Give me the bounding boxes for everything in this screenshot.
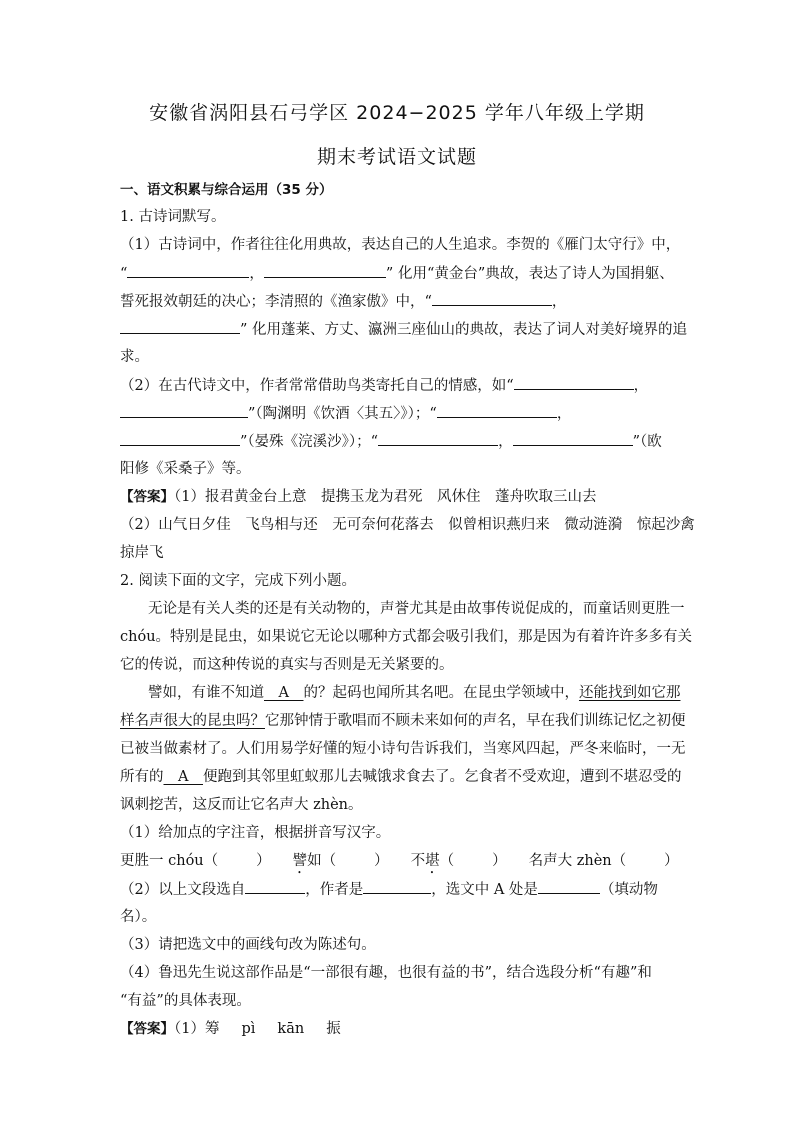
q1-part1-line-2: “ ， ” 化用“黄金台”典故，表达了诗人为国捐躯、 <box>120 263 680 284</box>
passage-para2-line-1: 譬如，有谁不知道 A 的？起码也闻所其名吧。在昆虫学领域中，还能找到如它那 <box>148 685 681 701</box>
q1-answer-1: （1）报君黄金台上意 提携玉龙为君死 风休住 蓬舟吹取三山去 <box>174 489 597 505</box>
q2-sub4-line-1: （4）鲁迅先生说这部作品是“一部很有趣，也很有益的书”，结合选段分析“有趣”和 <box>120 965 652 981</box>
blank-7[interactable] <box>437 403 557 418</box>
question-2-label: 2. 阅读下面的文字，完成下列小题。 <box>120 573 356 589</box>
q1-part2-line-3: ”（晏殊《浣溪沙》）；“ ， ”（欧 <box>120 431 680 452</box>
blank-8[interactable] <box>120 431 240 446</box>
underlined-sentence-part-1: 还能找到如它那 <box>578 685 681 701</box>
q2-answer-line: 【答案】（1）筹 pì kān 振 <box>120 1021 341 1037</box>
q1-part1-line-1: （1）古诗词中，作者往往化用典故，表达自己的人生追求。李贺的《雁门太守行》中， <box>120 237 681 253</box>
blank-4[interactable] <box>120 319 240 334</box>
blank-2[interactable] <box>264 263 386 278</box>
blank-author[interactable] <box>363 879 431 894</box>
q1-part1-line-3: 誓死报效朝廷的决心；李清照的《渔家傲》中，“ ， <box>120 291 680 312</box>
question-1-label: 1. 古诗词默写。 <box>120 209 226 225</box>
blank-5[interactable] <box>514 375 634 390</box>
blank-3[interactable] <box>432 291 552 306</box>
exam-title-line-1: 安徽省涡阳县石弓学区 2024−2025 学年八年级上学期 <box>149 102 645 124</box>
answer-tag: 【答案】 <box>120 489 174 505</box>
passage-para2-line-5: 讽刺挖苦，这反而让它名声大 zhèn。 <box>120 797 363 813</box>
q2-sub2-line-1: （2）以上文段选自 ，作者是 ，选文中 A 处是 （填动物 <box>120 879 680 900</box>
q1-part1-line-5: 求。 <box>120 349 149 365</box>
pinyin-row: 更胜一 chóu（ ） 譬如（ ） 不堪（ ） 名声大 zhèn（ ） <box>120 853 679 869</box>
passage-para2-line-2: 样名声很大的昆虫吗？它那钟情于歌唱而不顾未来如何的声名，早在我们训练记忆之初便 <box>120 713 686 729</box>
blank-book[interactable] <box>245 879 305 894</box>
passage-para1-line-2: chóu。特别是昆虫，如果说它无论以哪种方式都会吸引我们，那是因为有着许许多多有关 <box>120 629 693 645</box>
q2-sub4-line-2: “有益”的具体表现。 <box>120 993 251 1009</box>
blank-10[interactable] <box>513 431 633 446</box>
q1-part1-line-4: ” 化用蓬莱、方丈、瀛洲三座仙山的典故，表达了词人对美好境界的追 <box>120 319 680 340</box>
blank-animal[interactable] <box>538 879 600 894</box>
blank-9[interactable] <box>378 431 498 446</box>
passage-para1-line-3: 它的传说，而这种传说的真实与否则是无关紧要的。 <box>120 657 454 673</box>
passage-para2-line-4: 所有的 A 便跑到其邻里虹蚁那儿去喊饿求食去了。乞食者不受欢迎，遭到不堪忍受的 <box>120 769 682 785</box>
q2-sub3: （3）请把选文中的画线句改为陈述句。 <box>120 937 376 953</box>
q1-answer-line-1 <box>120 487 680 507</box>
exam-title-line-2: 期末考试语文试题 <box>316 146 477 168</box>
answer-tag: 【答案】 <box>120 1021 174 1037</box>
q1-part2-line-4: 阳修《采桑子》等。 <box>120 461 251 477</box>
blank-a-2: A <box>178 769 189 785</box>
blank-a-1: A <box>278 685 289 701</box>
passage-para1-line-1: 无论是有关人类的还是有关动物的，声誉尤其是由故事传说促成的，而童话则更胜一 <box>148 601 685 617</box>
q2-sub1: （1）给加点的字注音，根据拼音写汉字。 <box>120 825 391 841</box>
blank-6[interactable] <box>120 403 248 418</box>
q2-sub2-line-2: 名）。 <box>120 909 157 925</box>
q1-answer-line-3: 掠岸飞 <box>120 545 164 561</box>
section-heading: 一、语文积累与综合运用（35 分） <box>120 182 333 198</box>
blank-1[interactable] <box>127 263 249 278</box>
q1-part2-line-2: ”（陶渊明《饮酒〈其五〉》）；“ ， <box>120 403 680 424</box>
passage-para2-line-3: 已被当做素材了。人们用易学好懂的短小诗句告诉我们，当寒风四起，严冬来临时，一无 <box>120 741 686 757</box>
underlined-sentence-part-2: 样名声很大的昆虫吗？ <box>120 713 265 729</box>
q1-answer-line-2: （2）山气日夕佳 飞鸟相与还 无可奈何花落去 似曾相识燕归来 微动涟漪 惊起沙禽 <box>120 517 695 533</box>
q1-part2-line-1: （2）在古代诗文中，作者常常借助鸟类寄托自己的情感，如“ ， <box>120 375 680 396</box>
